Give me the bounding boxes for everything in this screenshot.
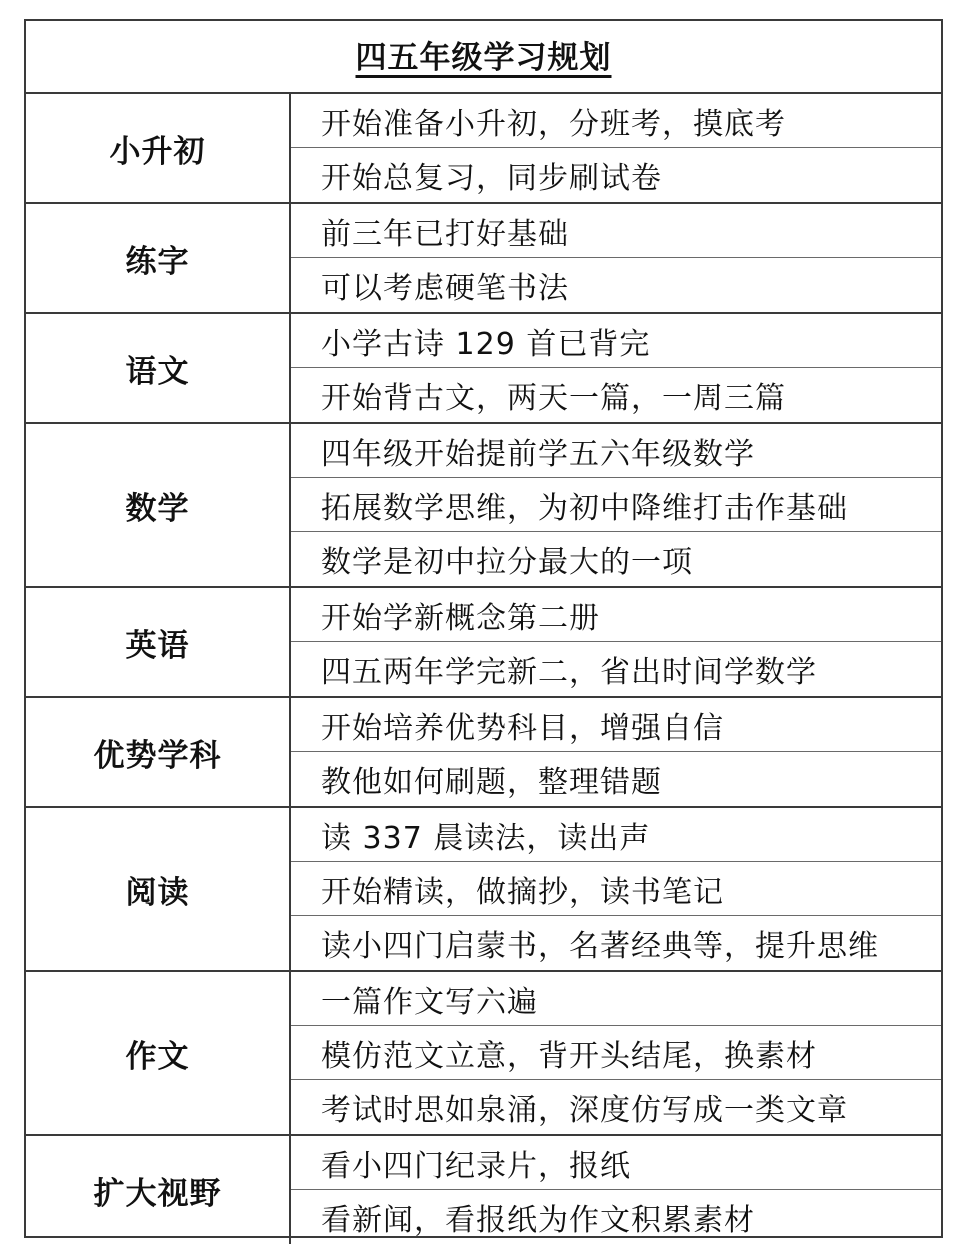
plan-item: 开始学新概念第二册: [291, 588, 941, 642]
section-yingyu: [26, 588, 941, 698]
section-youshi-xueke: [26, 698, 941, 808]
plan-item: 四年级开始提前学五六年级数学: [291, 424, 941, 478]
plan-item: 前三年已打好基础: [291, 204, 941, 258]
item-list: [291, 1136, 941, 1244]
study-plan-table: [24, 19, 943, 1238]
plan-item: 一篇作文写六遍: [291, 972, 941, 1026]
plan-item: 教他如何刷题，整理错题: [321, 765, 662, 800]
section-yuwen: [26, 314, 941, 424]
plan-item: 可以考虑硬笔书法: [321, 271, 569, 306]
subject-label: 小升初: [26, 94, 291, 202]
plan-item: 开始培养优势科目，增强自信: [291, 698, 941, 752]
subject-label: 练字: [26, 204, 291, 312]
item-list: [291, 314, 941, 422]
subject-label: 数学: [26, 424, 291, 586]
plan-item: 拓展数学思维，为初中降维打击作基础: [291, 478, 941, 532]
subject-label: 阅读: [26, 808, 291, 970]
plan-item: 读 337 晨读法，读出声: [291, 808, 941, 862]
subject-label: 扩大视野: [26, 1136, 291, 1244]
plan-item: 考试时思如泉涌，深度仿写成一类文章: [321, 1093, 848, 1128]
item-list: [291, 424, 941, 586]
table-title: 四五年级学习规划: [355, 40, 612, 76]
section-yuedu: [26, 808, 941, 972]
section-lianzi: [26, 204, 941, 314]
plan-item: 看新闻，看报纸为作文积累素材: [321, 1203, 755, 1238]
subject-label: 作文: [26, 972, 291, 1134]
section-shuxue: [26, 424, 941, 588]
subject-label: 语文: [26, 314, 291, 422]
item-list: [291, 588, 941, 696]
plan-item: 数学是初中拉分最大的一项: [321, 545, 693, 580]
item-list: [291, 204, 941, 312]
plan-item: 开始准备小升初，分班考，摸底考: [291, 94, 941, 148]
section-zuowen: [26, 972, 941, 1136]
plan-item: 看小四门纪录片，报纸: [291, 1136, 941, 1190]
item-list: [291, 94, 941, 202]
plan-item: 开始精读，做摘抄，读书笔记: [291, 862, 941, 916]
item-list: [291, 972, 941, 1134]
plan-item: 小学古诗 129 首已背完: [291, 314, 941, 368]
section-kuoda-shiye: [26, 1136, 941, 1244]
plan-item: 四五两年学完新二，省出时间学数学: [321, 655, 817, 690]
subject-label: 英语: [26, 588, 291, 696]
subject-label: 优势学科: [26, 698, 291, 806]
plan-item: 读小四门启蒙书，名著经典等，提升思维: [321, 929, 879, 964]
plan-item: 开始背古文，两天一篇，一周三篇: [321, 381, 786, 416]
plan-item: 模仿范文立意，背开头结尾，换素材: [291, 1026, 941, 1080]
item-list: [291, 808, 941, 970]
item-list: [291, 698, 941, 806]
plan-item: 开始总复习，同步刷试卷: [321, 161, 662, 196]
title-row: [26, 21, 941, 94]
section-xiaoshengchu: [26, 94, 941, 204]
